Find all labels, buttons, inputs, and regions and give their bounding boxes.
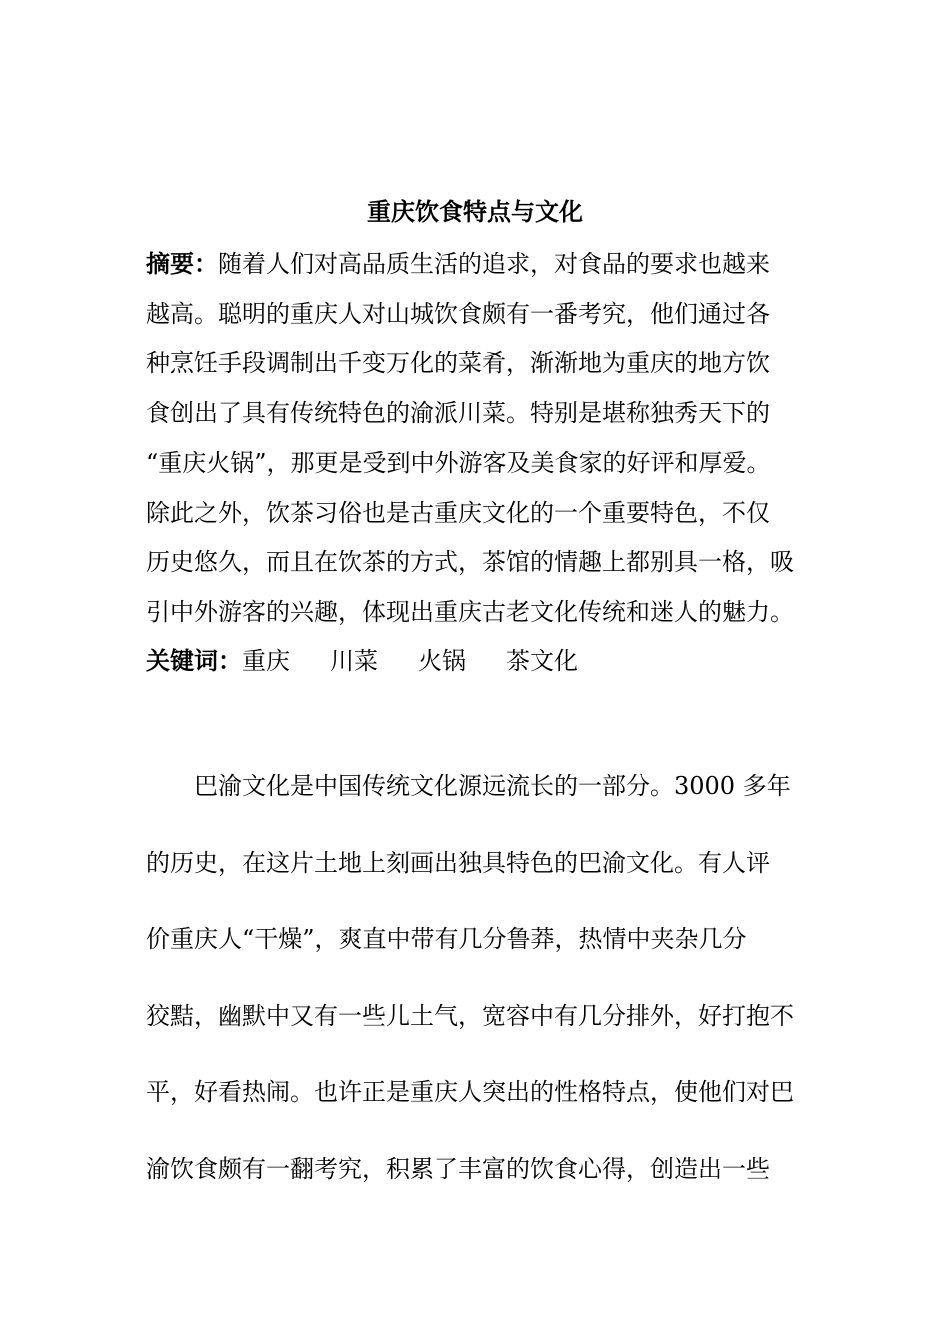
- keyword: 重庆: [242, 647, 290, 675]
- keyword: 茶文化: [506, 647, 578, 675]
- keywords-section: [146, 637, 618, 685]
- abstract-line: 引中外游客的兴趣，体现出重庆古老文化传统和迷人的魅力。: [146, 597, 794, 626]
- abstract-line: “重庆火锅”，那更是受到中外游客及美食家的好评和厚爱。: [146, 448, 771, 477]
- body-paragraph: [146, 748, 826, 1207]
- abstract-text: 随着人们对高品质生活的追求，对食品的要求也越来: [218, 250, 770, 278]
- abstract-line: 历史悠久，而且在饮茶的方式，茶馆的情趣上都别具一格，吸: [146, 548, 794, 577]
- abstract-line: 越高。聪明的重庆人对山城饮食颇有一番考究，他们通过各: [146, 299, 770, 328]
- body-line: 巴渝文化是中国传统文化源远流长的一部分。3000 多年: [146, 772, 791, 800]
- body-line: 平，好看热闹。也许正是重庆人突出的性格特点，使他们对巴: [146, 1078, 794, 1106]
- abstract-line: 种烹饪手段调制出千变万化的菜肴，渐渐地为重庆的地方饮: [146, 349, 770, 378]
- keyword: 火锅: [418, 647, 466, 675]
- keywords-label: 关键词：: [146, 647, 242, 675]
- body-line: 狡黠，幽默中又有一些儿土气，宽容中有几分排外，好打抱不: [146, 1001, 794, 1030]
- abstract-label: 摘要：: [146, 250, 218, 278]
- abstract-line: 除此之外，饮茶习俗也是古重庆文化的一个重要特色，不仅: [146, 498, 770, 527]
- body-line: 的历史，在这片土地上刻画出独具特色的巴渝文化。有人评: [146, 848, 770, 877]
- body-line: 价重庆人“干燥”，爽直中带有几分鲁莽，热情中夹杂几分: [146, 925, 747, 953]
- abstract-line: 食创出了具有传统特色的渝派川菜。特别是堪称独秀天下的: [146, 399, 770, 428]
- body-line: 渝饮食颇有一翻考究，积累了丰富的饮食心得，创造出一些: [146, 1154, 770, 1183]
- document-title: 重庆饮食特点与文化: [367, 198, 583, 226]
- abstract-line: [146, 240, 826, 290]
- keyword: 川菜: [330, 647, 378, 675]
- abstract-section: [146, 240, 826, 638]
